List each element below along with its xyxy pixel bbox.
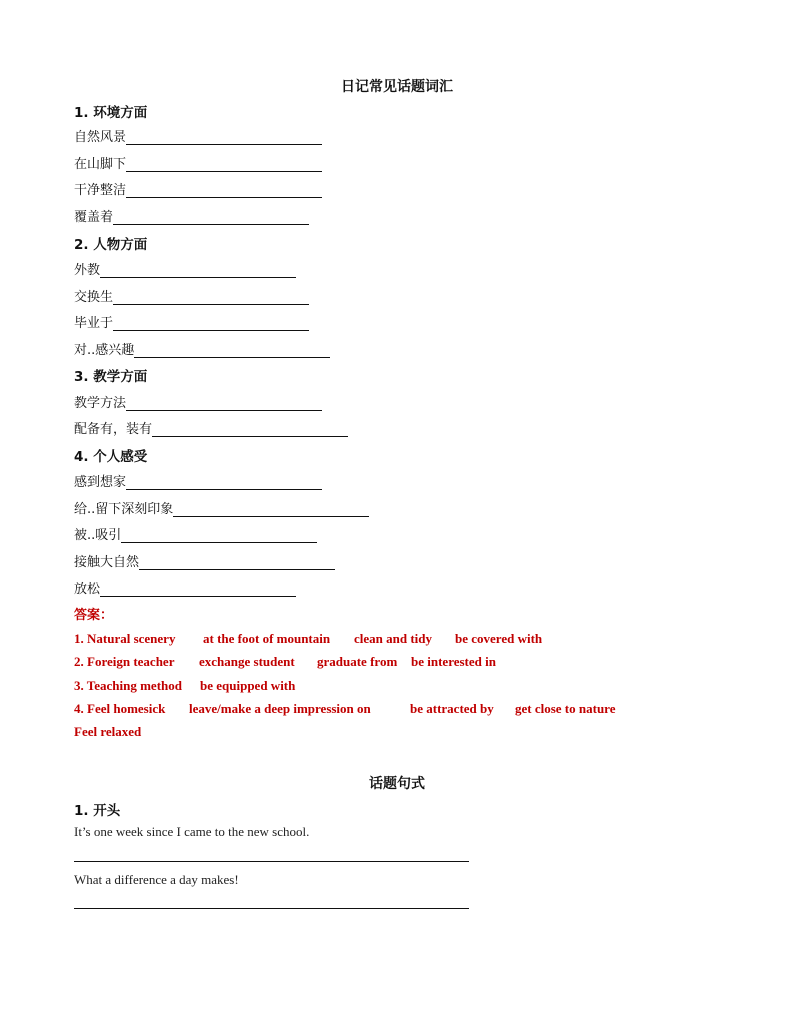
vocab-row xyxy=(74,178,322,198)
vocab-row xyxy=(74,311,309,331)
fill-in-blank[interactable] xyxy=(126,157,322,172)
answer-item: 3. Teaching method xyxy=(74,678,182,693)
answer-item: 4. Feel homesick xyxy=(74,701,166,716)
vocab-label: 给..留下深刻印象 xyxy=(74,502,174,517)
answer-line[interactable] xyxy=(74,908,469,909)
vocab-row xyxy=(74,258,296,278)
patterns-title: 话题句式 xyxy=(369,776,425,792)
vocab-row xyxy=(74,470,322,490)
answer-item: 1. Natural scenery xyxy=(74,631,176,646)
fill-in-blank[interactable] xyxy=(134,343,330,358)
sentence-1: It’s one week since I came to the new school. xyxy=(74,824,310,839)
answer-item: be equipped with xyxy=(200,678,296,693)
vocab-row xyxy=(74,338,330,358)
fill-in-blank[interactable] xyxy=(126,475,322,490)
fill-in-blank[interactable] xyxy=(152,422,348,437)
vocab-label: 对..感兴趣 xyxy=(74,343,135,358)
fill-in-blank[interactable] xyxy=(113,210,309,225)
vocab-label: 感到想家 xyxy=(74,475,127,490)
answer-item: 2. Foreign teacher xyxy=(74,654,175,669)
fill-in-blank[interactable] xyxy=(173,502,369,517)
vocab-row xyxy=(74,497,369,517)
page-title: 日记常见话题词汇 xyxy=(341,79,453,95)
section-heading-feelings: 4. 个人感受 xyxy=(74,449,148,465)
vocab-row xyxy=(74,152,322,172)
sentence-2: What a difference a day makes! xyxy=(74,872,239,887)
section-heading-environment: 1. 环境方面 xyxy=(74,105,148,121)
answer-item: clean and tidy xyxy=(354,631,433,646)
answer-item: exchange student xyxy=(199,654,295,669)
vocab-label: 配备有，装有 xyxy=(74,422,153,437)
fill-in-blank[interactable] xyxy=(121,528,317,543)
vocab-label: 干净整洁 xyxy=(74,183,127,198)
fill-in-blank[interactable] xyxy=(126,396,322,411)
vocab-label: 放松 xyxy=(74,582,101,597)
vocab-row xyxy=(74,205,309,225)
answer-item: be interested in xyxy=(411,654,496,669)
answer-item: Feel relaxed xyxy=(74,724,142,739)
fill-in-blank[interactable] xyxy=(100,263,296,278)
fill-in-blank[interactable] xyxy=(113,316,309,331)
vocab-label: 交换生 xyxy=(74,290,114,305)
fill-in-blank[interactable] xyxy=(126,183,322,198)
vocab-label: 教学方法 xyxy=(74,396,127,411)
vocab-label: 自然风景 xyxy=(74,130,127,145)
answer-item: be covered with xyxy=(455,631,543,646)
vocab-row xyxy=(74,577,296,597)
answers-heading: 答案： xyxy=(74,608,114,623)
answer-item: at the foot of mountain xyxy=(203,631,331,646)
fill-in-blank[interactable] xyxy=(100,582,296,597)
vocab-row xyxy=(74,550,335,570)
vocab-label: 被..吸引 xyxy=(74,528,122,543)
vocab-row xyxy=(74,523,317,543)
vocab-row xyxy=(74,391,322,411)
answer-item: be attracted by xyxy=(410,701,494,716)
vocab-label: 毕业于 xyxy=(74,316,114,331)
vocab-label: 外教 xyxy=(74,263,101,278)
vocab-label: 接触大自然 xyxy=(74,555,140,570)
answer-line[interactable] xyxy=(74,861,469,862)
answer-item: leave/make a deep impression on xyxy=(189,701,371,716)
vocab-label: 在山脚下 xyxy=(74,157,127,172)
section-heading-people: 2. 人物方面 xyxy=(74,237,148,253)
vocab-label: 覆盖着 xyxy=(74,210,114,225)
fill-in-blank[interactable] xyxy=(126,130,322,145)
vocab-row xyxy=(74,125,322,145)
answer-item: graduate from xyxy=(317,654,398,669)
answer-item: get close to nature xyxy=(515,701,616,716)
fill-in-blank[interactable] xyxy=(113,290,309,305)
fill-in-blank[interactable] xyxy=(139,555,335,570)
section-heading-teaching: 3. 教学方面 xyxy=(74,369,148,385)
section-heading-opening: 1. 开头 xyxy=(74,803,121,819)
vocab-row xyxy=(74,417,348,437)
vocab-row xyxy=(74,285,309,305)
